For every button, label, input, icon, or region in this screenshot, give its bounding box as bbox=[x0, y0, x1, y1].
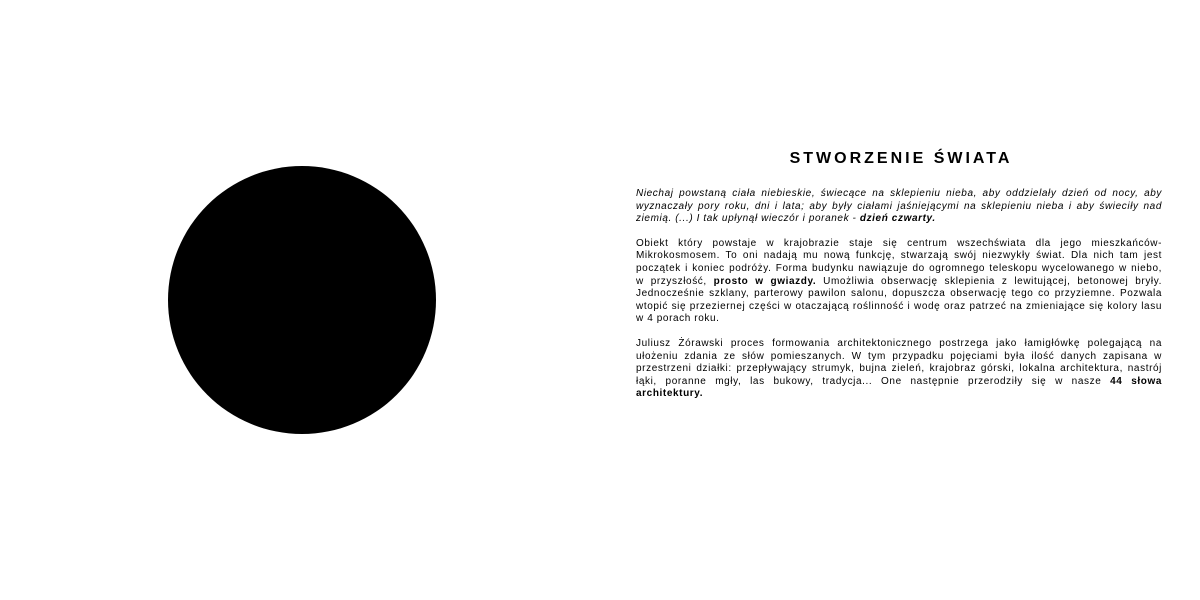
quote-emphasis: dzień czwarty. bbox=[859, 213, 936, 225]
process-emphasis: 44 słowa architektury. bbox=[636, 375, 1162, 400]
page-title: STWORZENIE ŚWIATA bbox=[789, 150, 1013, 167]
description-text-end: Umożliwia obserwację sklepienia z lewitującej, betonowej bryły. Jednocześnie szklany, parterowy pawilon salonu, dopuszcza obserwację tego co przyziemne. Pozwala wtopić się przeziernej części w otaczającą roślinność i wodę oraz patrzeć na zmieniające się kolory lasu w 4 porach roku. bbox=[636, 275, 1162, 325]
description-text-start: Obiekt który powstaje w krajobrazie staje się centrum wszechświata dla jego mieszkańców- Mikrokosmosem. To oni nadają mu nową funkcję, stwarzają swój niezwykły świat. Dla nich tam jest początek i koniec podróży. Forma budynku nawiązuje do ogromnego teleskopu wycelowanego w niebo, w przyszłość, bbox=[636, 237, 1162, 287]
process-text: Juliusz Żórawski proces formowania architektonicznego postrzega jako łamigłówkę polegającą na ułożeniu zdania ze słów pomieszanych. W tym przypadku pojęciami była ilość danych zapisana w przestrzeni działki: przepływający strumyk, bujna zieleń, krajobraz górski, lokalna architektura, nastrój łąki, poranne mgły, las bukowy, tradycja... One następnie przerodziły się w nasze bbox=[636, 337, 1162, 387]
quote-paragraph bbox=[636, 188, 1162, 226]
description-emphasis: prosto w gwiazdy. bbox=[713, 275, 817, 287]
text-column bbox=[636, 150, 1162, 413]
black-circle-graphic bbox=[168, 166, 436, 434]
process-paragraph bbox=[636, 338, 1162, 401]
quote-text: Niechaj powstaną ciała niebieskie, świecące na sklepieniu nieba, aby oddzielały dzień od nocy, aby wyznaczały pory roku, dni i lata; aby były ciałami jaśniejącymi na sklepieniu nieba i aby świeciły nad ziemią. (...) I tak upłynął wieczór i poranek - bbox=[636, 188, 1162, 225]
description-paragraph bbox=[636, 238, 1162, 326]
